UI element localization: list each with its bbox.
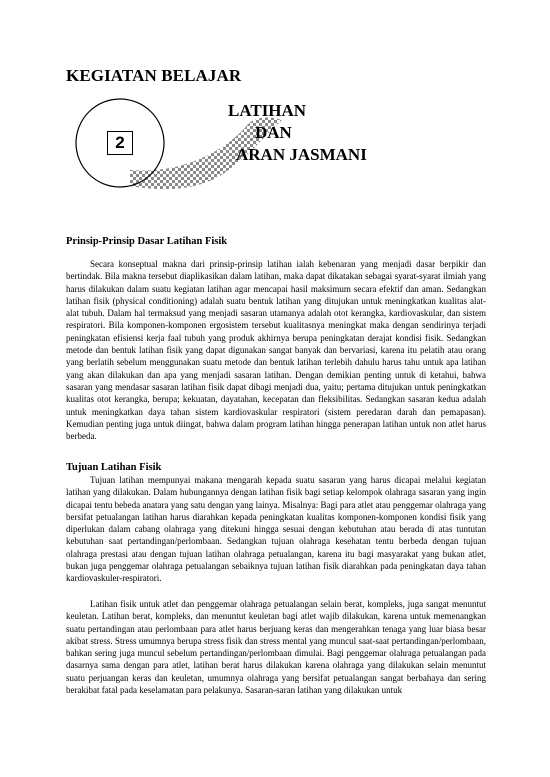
- lesson-heading: KEGIATAN BELAJAR: [66, 66, 242, 85]
- topic-line-2: DAN: [255, 123, 292, 142]
- section-heading-goals: Tujuan Latihan Fisik: [66, 462, 162, 473]
- paragraph-principles: Secara konseptual makna dari prinsip-prinsip latihan ialah kebenaran yang menjadi dasar berpikir dan bertindak. Bila makna tersebut diaplikasikan dalam latihan, maka dapat dikatakan sebagai syarat-syarat ilmiah yang harus dilakukan dalam suatu kegiatan latihan agar mencapai hasil maksimum secara efektif dan aman. Sedangkan latihan fisik (physical conditioning) adalah suatu bentuk latihan yang ditujukan untuk meningkatkan kualitas alat-alat tubuh. Dalam hal termaksud yang menjadi sasaran utamanya adalah otot kerangka, kardiovaskular, dan sistem respiratori. Bila komponen-komponen ergosistem tersebut kualitasnya meningkat maka dengan sendirinya terjadi peningkatan efisiensi kerja faal tubuh yang produk akhirnya berupa peningkatan derajat kondisi fisik. Sedangkan metode dan bentuk latihan fisik yang dapat digunakan sangat banyak dan bervariasi, karena itu pelatih atau orang yang berlatih sebelum menggunakan suatu metode dan bentuk latihan terlebih dahulu harus tahu untuk apa latihan yang akan dilakukan dan apa yang menjadi sasaran latihan. Dengan demikian penting untuk di ketahui, bahwa sasaran yang mendasar sasaran latihan fisik dapat dibagi menjadi dua, yaitu; pertama ditujukan untuk peningkatkan kualitas otot kerangka, berupa; kekuatan, dayatahan, kecepatan dan fleksibilitas. Sedangkan sasaran kedua adalah untuk meningkatkan daya tahan sistem kardiovaskular respiratori (sistem peredaran darah dan pemapasan). Kemudian penting juga untuk diingat, bahwa dalam program latihan hingga penerapan latihan untuk non atlet harus berbeda.: [66, 259, 486, 442]
- topic-line-1: LATIHAN: [228, 101, 307, 120]
- paragraph-goals-2: Latihan fisik untuk atlet dan penggemar olahraga petualangan selain berat, kompleks, juga sangat menuntut keuletan. Latihan berat, kompleks, dan menuntut keuletan bagi atlet wajib dilakukan, karena untuk memenangkan suatu pertandingan atau perlombaan para atlet harus berjuang keras dan mengerahkan tenaga yang luar biasa besar akibat stress. Stress umumnya berupa stress fisik dan stress mental yang muncul saat-saat pertandingan/perlombaan, bahkan sering juga muncul sebelum pertandingan/perlombaan dimulai. Bagi penggemar olahraga petualangan pada dasarnya sama dengan para atlet, latihan berat harus dilakukan karena olahraga yang dilakukan selain menuntut suatu perjuangan keras dan keuletan, umumnya olahraga yang bersifat petualangan sangat berbahaya dan sering berakibat fatal pada keselamatan para pelakunya. Sasaran-saran latihan yang dilakukan untuk: [66, 599, 486, 696]
- topic-line-3: ARAN JASMANI: [236, 145, 367, 164]
- paragraph-goals-1: Tujuan latihan mempunyai makana mengarah kepada suatu sasaran yang harus dicapai melalui kegiatan latihan yang dilakukan. Dalam hubungannya dengan latihan fisik bagi setiap kelompok olahraga sasaran yang ingin dicapai tentu bebeda anatara yang satu dengan yang lainya. Misalnya: Bagi para atlet atau penggemar olahraga yang bersifat petualangan latihan harus diarahkan kepada peningkatan kualitas komponen-komponen kondisi fisik yang diperlukan dalam cabang olahraga yang ditekuni hingga sesuai dengan kebutuhan atau berada di atas tuntutan kebutuhan saat pertandingan/perlombaan. Sedangkan tujuan olahraga kesehatan tentu berbeda dengan tujuan olahraga prestasi atau dengan tujuan latihan olahraga petualangan, karena itu bagi masyarakat yang bukan atlet, bukan juga penggemar olahraga petualangan sebaiknya tujuan latihan fisik diarahkan pada peningkatan daya tahan kardiovaskuler-respiratori.: [66, 475, 486, 584]
- chapter-number-box: 2: [107, 131, 133, 155]
- section-heading-principles: Prinsip-Prinsip Dasar Latihan Fisik: [66, 236, 228, 247]
